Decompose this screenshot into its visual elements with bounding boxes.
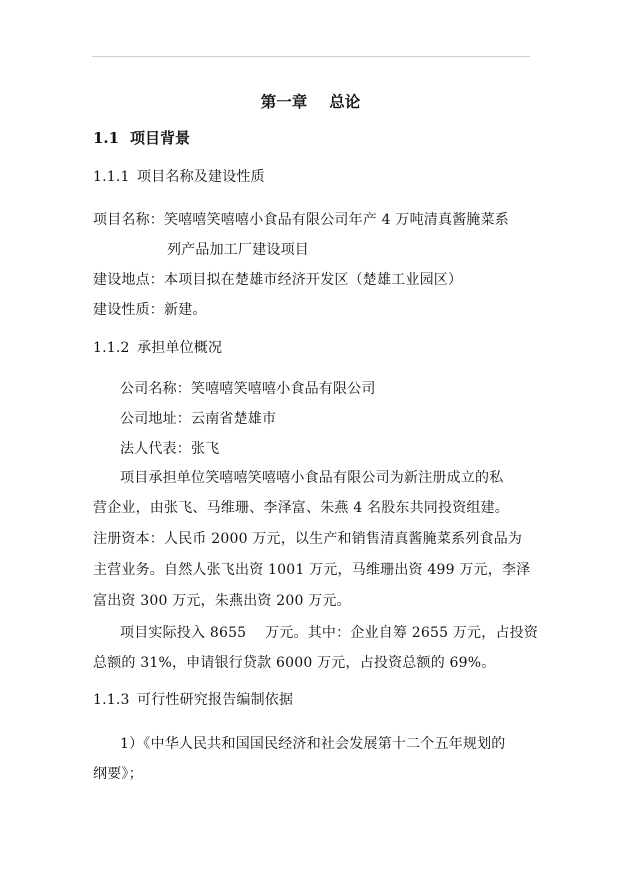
project-location: 建设地点：本项目拟在楚雄市经济开发区（楚雄工业园区） [93, 272, 463, 288]
basis-item-line: 纲要》； [93, 766, 143, 782]
subsection-heading-1-1-2 [93, 339, 222, 357]
subsection-number: 1.1.3 [93, 692, 130, 708]
subsection-title: 承担单位概况 [137, 340, 223, 356]
company-address: 公司地址：云南省楚雄市 [120, 411, 277, 427]
chapter-title [0, 90, 621, 112]
project-name-line-2: 列产品加工厂建设项目 [167, 242, 309, 258]
paragraph-line: 总额的 31%，申请银行贷款 6000 万元，占投资总额的 69%。 [93, 655, 496, 671]
project-nature: 建设性质：新建。 [93, 302, 207, 318]
subsection-number: 1.1.1 [93, 169, 130, 185]
chapter-name: 总论 [329, 93, 361, 111]
section-heading-1-1 [93, 127, 190, 148]
paragraph-line: 项目承担单位笑嘻嘻笑嘻嘻小食品有限公司为新注册成立的私 [120, 470, 504, 486]
section-number: 1.1 [93, 129, 120, 147]
chapter-number: 第一章 [260, 93, 308, 111]
subsection-number: 1.1.2 [93, 340, 130, 356]
paragraph-line: 富出资 300 万元，朱燕出资 200 万元。 [93, 593, 351, 609]
paragraph-line: 营企业，由张飞、马维珊、李泽富、朱燕 4 名股东共同投资组建。 [93, 500, 510, 516]
header-rule [92, 56, 530, 57]
section-title: 项目背景 [130, 129, 191, 147]
subsection-title: 可行性研究报告编制依据 [137, 692, 294, 708]
company-name: 公司名称：笑嘻嘻笑嘻嘻小食品有限公司 [120, 381, 376, 397]
subsection-heading-1-1-1 [93, 168, 265, 186]
project-name-line-1: 项目名称：笑嘻嘻笑嘻嘻小食品有限公司年产 4 万吨清真酱腌菜系 [93, 212, 510, 228]
paragraph-line: 注册资本：人民币 2000 万元，以生产和销售清真酱腌菜系列食品为 [93, 531, 523, 547]
subsection-heading-1-1-3 [93, 691, 293, 709]
paragraph-line: 主营业务。自然人张飞出资 1001 万元，马维珊出资 499 万元，李泽 [93, 562, 531, 578]
basis-item-line: 1）《中华人民共和国国民经济和社会发展第十二个五年规划的 [120, 736, 506, 752]
subsection-title: 项目名称及建设性质 [137, 169, 265, 185]
company-legal-rep: 法人代表：张飞 [120, 441, 220, 457]
paragraph-line: 项目实际投入 8655 万元。其中：企业自筹 2655 万元，占投资 [120, 625, 539, 641]
